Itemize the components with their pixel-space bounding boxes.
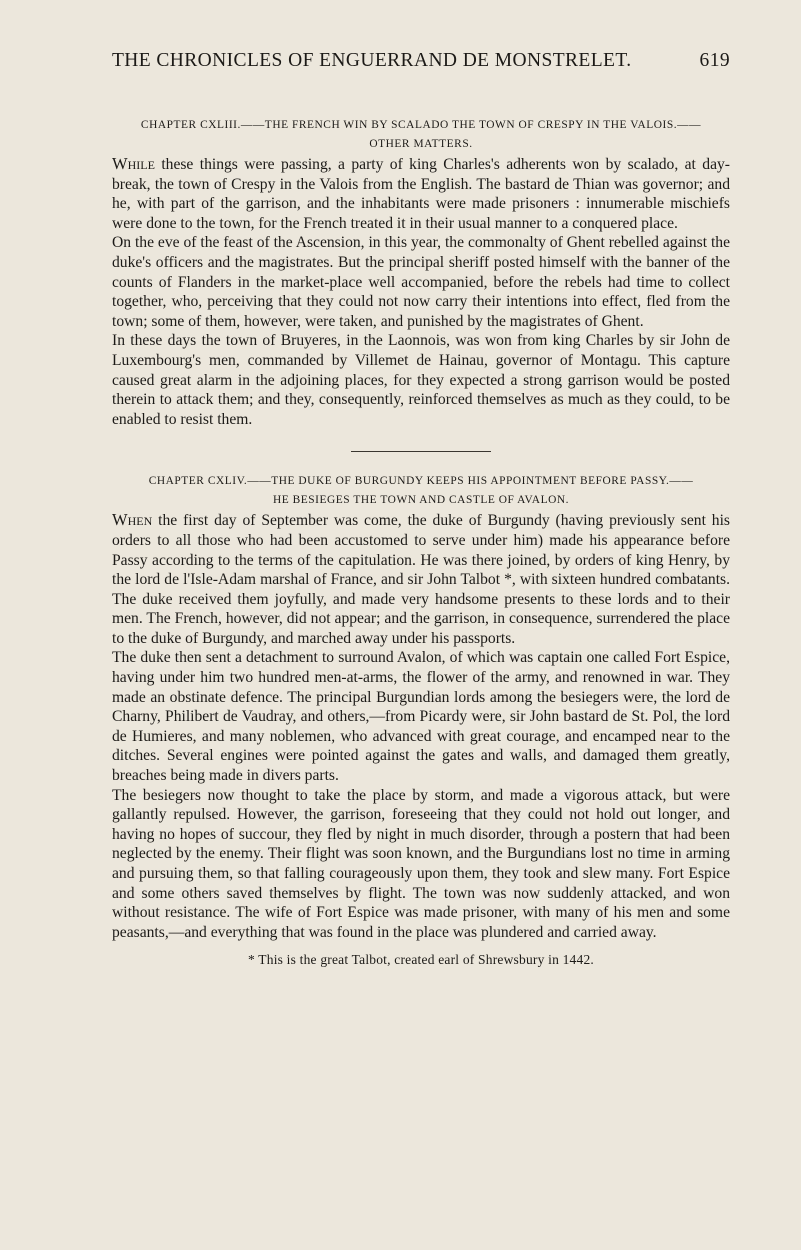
chapter-143-paragraph-3: In these days the town of Bruyeres, in the Laonnois, was won from king Charles by sir John de Luxembourg's men, commanded by Villemet de Hainau, governor of Montagu. This capture caused great alarm in the adjoining places, for they expected a strong garrison would be posted therein to attack them; and they, consequently, reinforced themselves as much as they could, to be enabled to resist them. bbox=[112, 332, 730, 428]
page-body bbox=[112, 116, 730, 970]
chapter-144-paragraph-1 bbox=[112, 510, 730, 648]
chapter-143-lead-word: While bbox=[112, 154, 155, 173]
chapter-143-paragraph-2: On the eve of the feast of the Ascension, in this year, the commonalty of Ghent rebelled against the duke's officers and the magistrates. But the principal sheriff posted himself with the banner of the counts of Flanders in the market-place well accompanied, before the rebels had time to collect together, who, perceiving that they could not now carry their intentions into effect, fled from the town; some of them, however, were taken, and punished by the magistrates of Ghent. bbox=[112, 234, 730, 330]
chapter-144-lead-word: When bbox=[112, 510, 153, 530]
chapter-144-heading bbox=[112, 472, 730, 510]
section-divider bbox=[351, 451, 491, 452]
chapter-143-heading-line2: OTHER MATTERS. bbox=[369, 138, 473, 150]
running-header bbox=[112, 50, 730, 74]
page-number: 619 bbox=[699, 50, 730, 71]
chapter-143-heading-line1: CHAPTER CXLIII.——THE FRENCH WIN BY SCALADO THE TOWN OF CRESPY IN THE VALOIS.—— bbox=[140, 119, 702, 131]
chapter-143-paragraph-1-text: these things were passing, a party of king Charles's adherents won by scalado, at day-break, the town of Crespy in the Valois from the English. The bastard de Thian was governor; and he, with part of the garrison, and the inhabitants were made prisoners : innumerable mischiefs were done to the town, for the French treated it in their usual manner to a conquered place. bbox=[112, 156, 730, 232]
chapter-144-paragraph-1-text: the first day of September was come, the duke of Burgundy (having previously sent his orders to all those who had been accustomed to serve under him) made his appearance before Passy according to the terms of the capitulation. He was there joined, by orders of king Henry, by the lord de l'Isle-Adam marshal of France, and sir John Talbot *, with sixteen hundred combatants. The duke received them joyfully, and made very handsome presents to these lords and to their men. The French, however, did not appear; and the garrison, in consequence, surrendered the place to the duke of Burgundy, and marched away under his passports. bbox=[112, 512, 730, 647]
chapter-144-paragraph-2: The duke then sent a detachment to surround Avalon, of which was captain one called Fort Espice, having under him two hundred men-at-arms, the flower of the army, and renowned in war. They made an obstinate defence. The principal Burgundian lords among the besiegers were, the lord de Charny, Philibert de Vaudray, and others,—from Picardy were, sir John bastard de St. Pol, the lord de Humieres, and many noblemen, who advanced with great courage, and encamped near to the ditches. Several engines were pointed against the gates and walls, and damaged them greatly, breaches being made in divers parts. bbox=[112, 649, 730, 785]
chapter-144-paragraph-3: The besiegers now thought to take the place by storm, and made a vigorous attack, but were gallantly repulsed. However, the garrison, foreseeing that they could not hold out longer, and having no hopes of succour, they fled by night in much disorder, through a postern that had been neglected by the enemy. Their flight was soon known, and the Burgundians lost no time in arming and pursuing them, so that falling courageously upon them, they took and slew many. Fort Espice and some others saved themselves by flight. The town was now suddenly attacked, and won without resistance. The wife of Fort Espice was made prisoner, with many of his men and some peasants,—and everything that was found in the place was plundered and carried away. bbox=[112, 786, 730, 941]
footnote: * This is the great Talbot, created earl of Shrewsbury in 1442. bbox=[248, 952, 594, 968]
chapter-143-paragraph-1 bbox=[112, 154, 730, 233]
chapter-143-heading bbox=[112, 116, 730, 154]
running-title: THE CHRONICLES OF ENGUERRAND DE MONSTRELET. bbox=[112, 50, 632, 71]
chapter-144-heading-line1: CHAPTER CXLIV.——THE DUKE OF BURGUNDY KEEPS HIS APPOINTMENT BEFORE PASSY.—— bbox=[148, 475, 694, 488]
chapter-144-heading-line2: HE BESIEGES THE TOWN AND CASTLE OF AVALON. bbox=[272, 494, 570, 507]
